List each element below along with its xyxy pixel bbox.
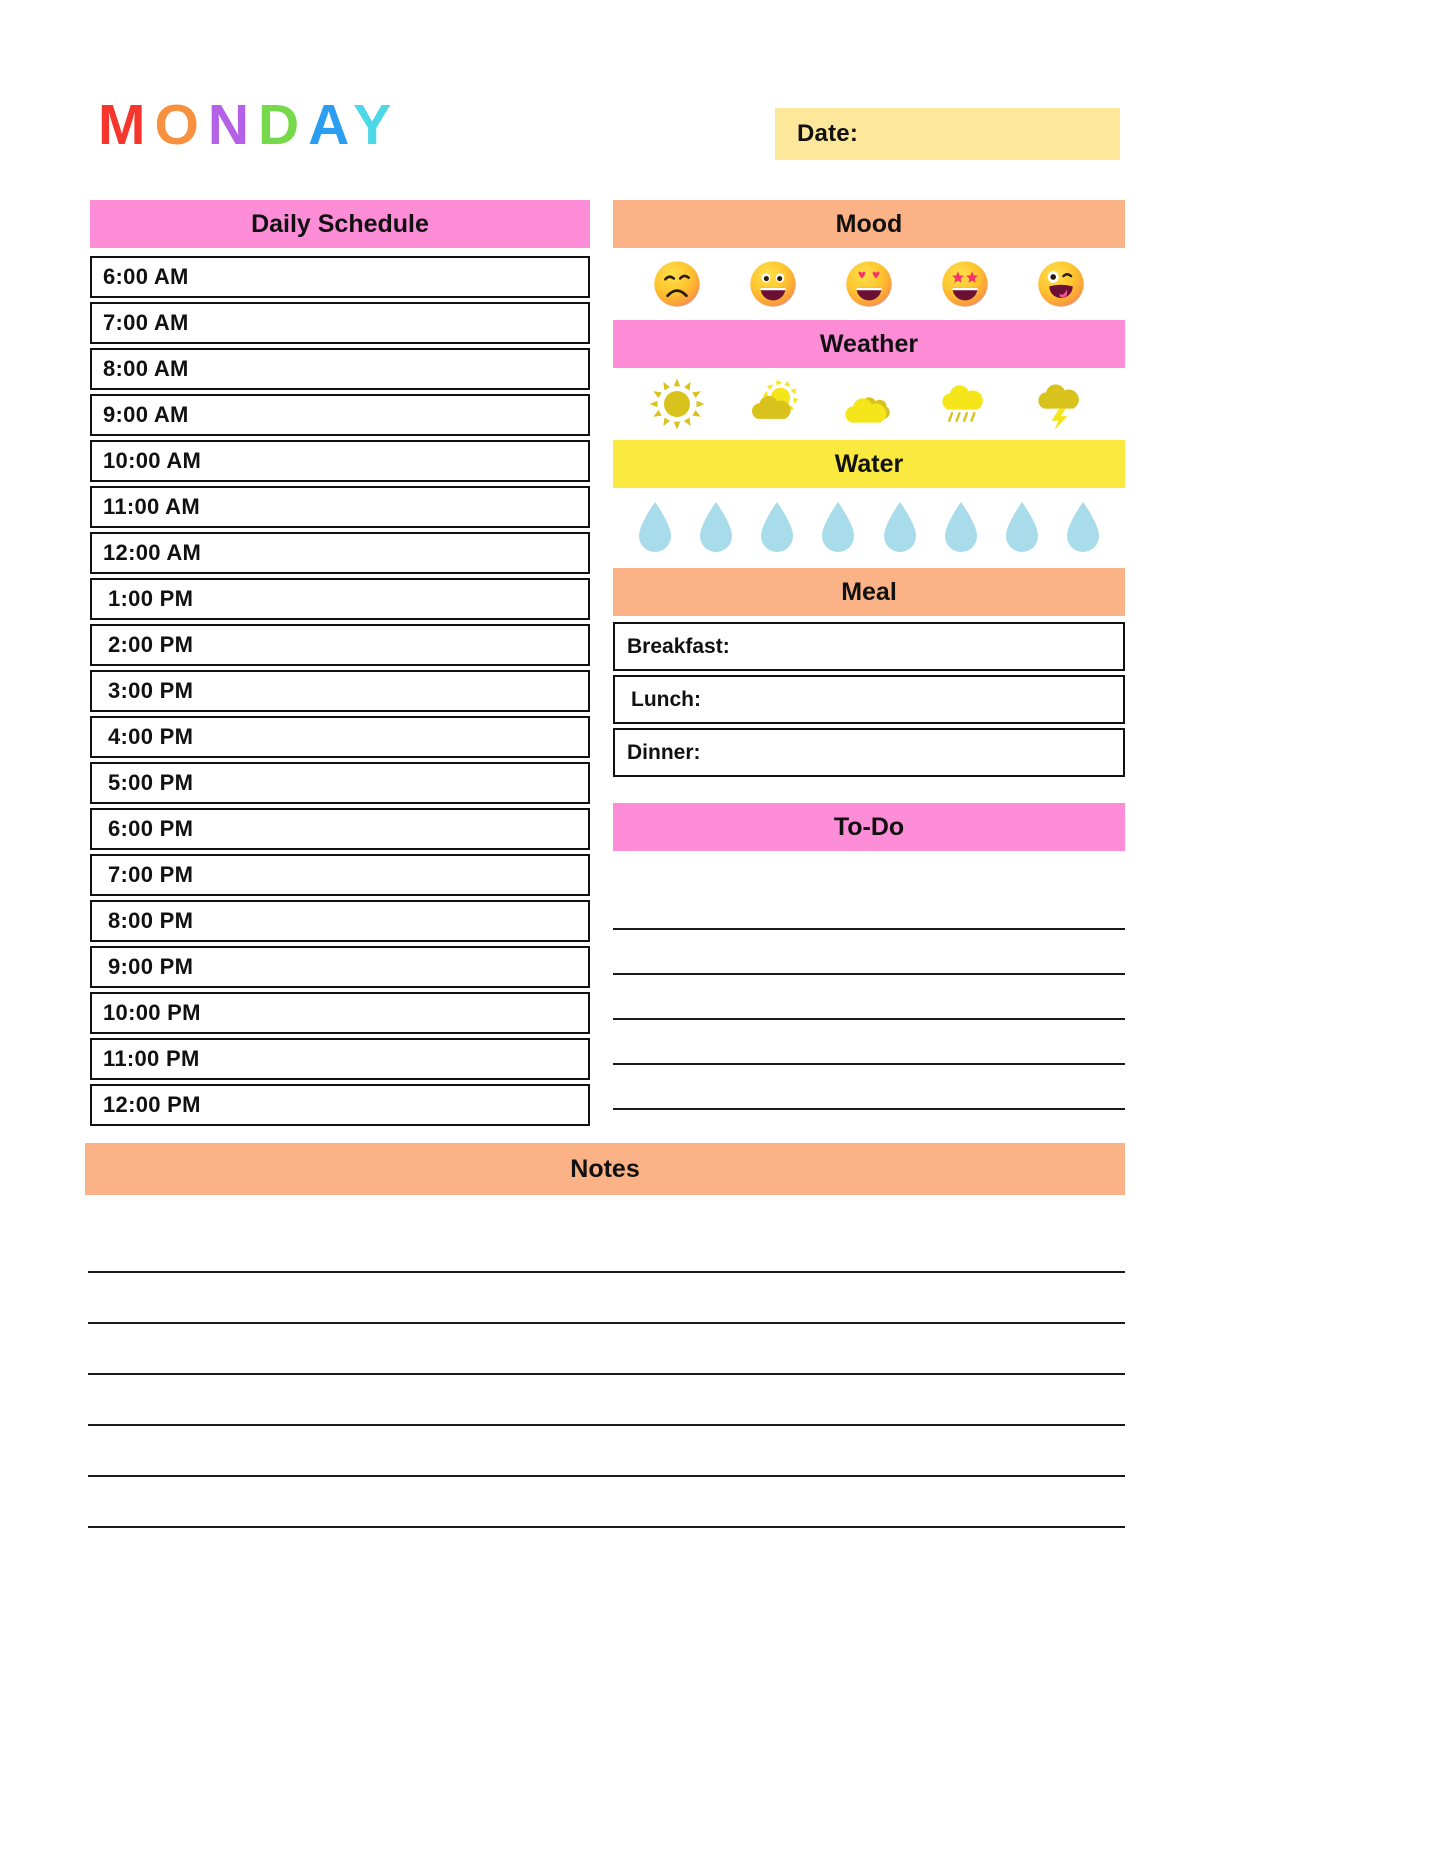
notes-line[interactable] [88, 1477, 1125, 1528]
time-slot-label: 11:00 AM [103, 494, 200, 519]
time-slot-row[interactable] [90, 302, 590, 344]
notes-line[interactable] [88, 1375, 1125, 1426]
mood-header [613, 200, 1125, 248]
todo-header [613, 803, 1125, 851]
meal-header [613, 568, 1125, 616]
time-slot-row[interactable] [90, 946, 590, 988]
time-slot-row[interactable] [90, 624, 590, 666]
time-slot-row[interactable] [90, 1038, 590, 1080]
time-slot-label: 8:00 PM [108, 908, 194, 933]
notes-header [85, 1143, 1125, 1195]
daily-schedule-title: Daily Schedule [251, 209, 429, 238]
water-drop-icon[interactable] [1063, 500, 1103, 556]
daily-schedule-section [90, 200, 590, 1130]
time-slot-row[interactable] [90, 854, 590, 896]
star-struck-face-icon[interactable] [940, 259, 990, 309]
notes-line[interactable] [88, 1426, 1125, 1477]
title-letter-d: D [258, 93, 309, 157]
time-slot-label: 6:00 AM [103, 264, 189, 289]
time-slot-row[interactable] [90, 992, 590, 1034]
time-slot-label: 9:00 PM [108, 954, 194, 979]
time-slot-label: 11:00 PM [103, 1046, 200, 1071]
date-field[interactable] [775, 108, 1120, 160]
water-drop-icon[interactable] [635, 500, 675, 556]
time-slot-label: 6:00 PM [108, 816, 194, 841]
rain-cloud-icon[interactable] [934, 378, 996, 430]
notes-line[interactable] [88, 1324, 1125, 1375]
weather-header [613, 320, 1125, 368]
cloud-icon[interactable] [838, 378, 900, 430]
todo-title: To-Do [833, 812, 905, 841]
meal-label: Breakfast: [627, 634, 730, 658]
right-column [613, 200, 1125, 1155]
todo-line[interactable] [613, 975, 1125, 1020]
notes-lines [88, 1222, 1125, 1528]
notes-title: Notes [570, 1154, 640, 1183]
zany-tongue-face-icon[interactable] [1036, 259, 1086, 309]
water-drop-icon[interactable] [696, 500, 736, 556]
time-slot-row[interactable] [90, 578, 590, 620]
meal-label: Lunch: [631, 687, 701, 711]
todo-line[interactable] [613, 885, 1125, 930]
title-letter-y: Y [353, 93, 401, 157]
time-slot-label: 1:00 PM [108, 586, 194, 611]
time-slot-label: 12:00 PM [103, 1092, 201, 1117]
time-slot-label: 5:00 PM [108, 770, 194, 795]
time-slot-row[interactable] [90, 394, 590, 436]
sun-behind-cloud-icon[interactable] [742, 378, 804, 430]
time-slot-row[interactable] [90, 762, 590, 804]
water-title: Water [834, 449, 904, 478]
time-slot-label: 3:00 PM [108, 678, 194, 703]
time-slot-row[interactable] [90, 256, 590, 298]
title-letter-o: O [154, 93, 208, 157]
water-drop-icon[interactable] [818, 500, 858, 556]
title-letter-a: A [308, 93, 354, 157]
title-letter-n: N [207, 93, 258, 157]
time-slot-row[interactable] [90, 670, 590, 712]
time-slot-row[interactable] [90, 440, 590, 482]
water-drop-icon[interactable] [880, 500, 920, 556]
water-drop-icon[interactable] [1002, 500, 1042, 556]
mood-title: Mood [835, 209, 903, 238]
meal-row[interactable] [613, 622, 1125, 671]
meal-row[interactable] [613, 675, 1125, 724]
meal-label: Dinner: [627, 740, 701, 764]
todo-line[interactable] [613, 1020, 1125, 1065]
time-slot-row[interactable] [90, 1084, 590, 1126]
time-slot-row[interactable] [90, 532, 590, 574]
time-slot-label: 8:00 AM [103, 356, 189, 381]
todo-line[interactable] [613, 930, 1125, 975]
time-slot-label: 9:00 AM [103, 402, 189, 427]
time-slot-label: 10:00 AM [103, 448, 202, 473]
page-title [98, 92, 400, 158]
date-label: Date: [797, 120, 859, 147]
time-slot-row[interactable] [90, 808, 590, 850]
title-letter-m: M [98, 93, 155, 157]
mood-options-row [613, 248, 1125, 320]
time-slot-row[interactable] [90, 900, 590, 942]
time-slot-row[interactable] [90, 348, 590, 390]
time-slot-label: 2:00 PM [108, 632, 194, 657]
grinning-face-icon[interactable] [748, 259, 798, 309]
meal-list [613, 622, 1125, 777]
water-tracker-row [613, 488, 1125, 568]
weather-title: Weather [819, 329, 919, 358]
thunderstorm-cloud-icon[interactable] [1030, 378, 1092, 430]
time-slot-label: 10:00 PM [103, 1000, 201, 1025]
time-slot-label: 7:00 PM [108, 862, 194, 887]
heart-eyes-face-icon[interactable] [844, 259, 894, 309]
daily-schedule-header [90, 200, 590, 248]
notes-line[interactable] [88, 1273, 1125, 1324]
time-slot-list [90, 256, 590, 1126]
sun-icon[interactable] [646, 378, 708, 430]
todo-lines [613, 885, 1125, 1155]
water-header [613, 440, 1125, 488]
meal-title: Meal [841, 577, 897, 606]
time-slot-label: 4:00 PM [108, 724, 194, 749]
time-slot-row[interactable] [90, 716, 590, 758]
time-slot-label: 7:00 AM [103, 310, 189, 335]
time-slot-label: 12:00 AM [103, 540, 202, 565]
notes-line[interactable] [88, 1222, 1125, 1273]
sad-frowning-face-icon[interactable] [652, 259, 702, 309]
water-drop-icon[interactable] [941, 500, 981, 556]
weather-options-row [613, 368, 1125, 440]
page-header [90, 92, 1130, 164]
todo-line[interactable] [613, 1065, 1125, 1110]
meal-row[interactable] [613, 728, 1125, 777]
time-slot-row[interactable] [90, 486, 590, 528]
water-drop-icon[interactable] [757, 500, 797, 556]
